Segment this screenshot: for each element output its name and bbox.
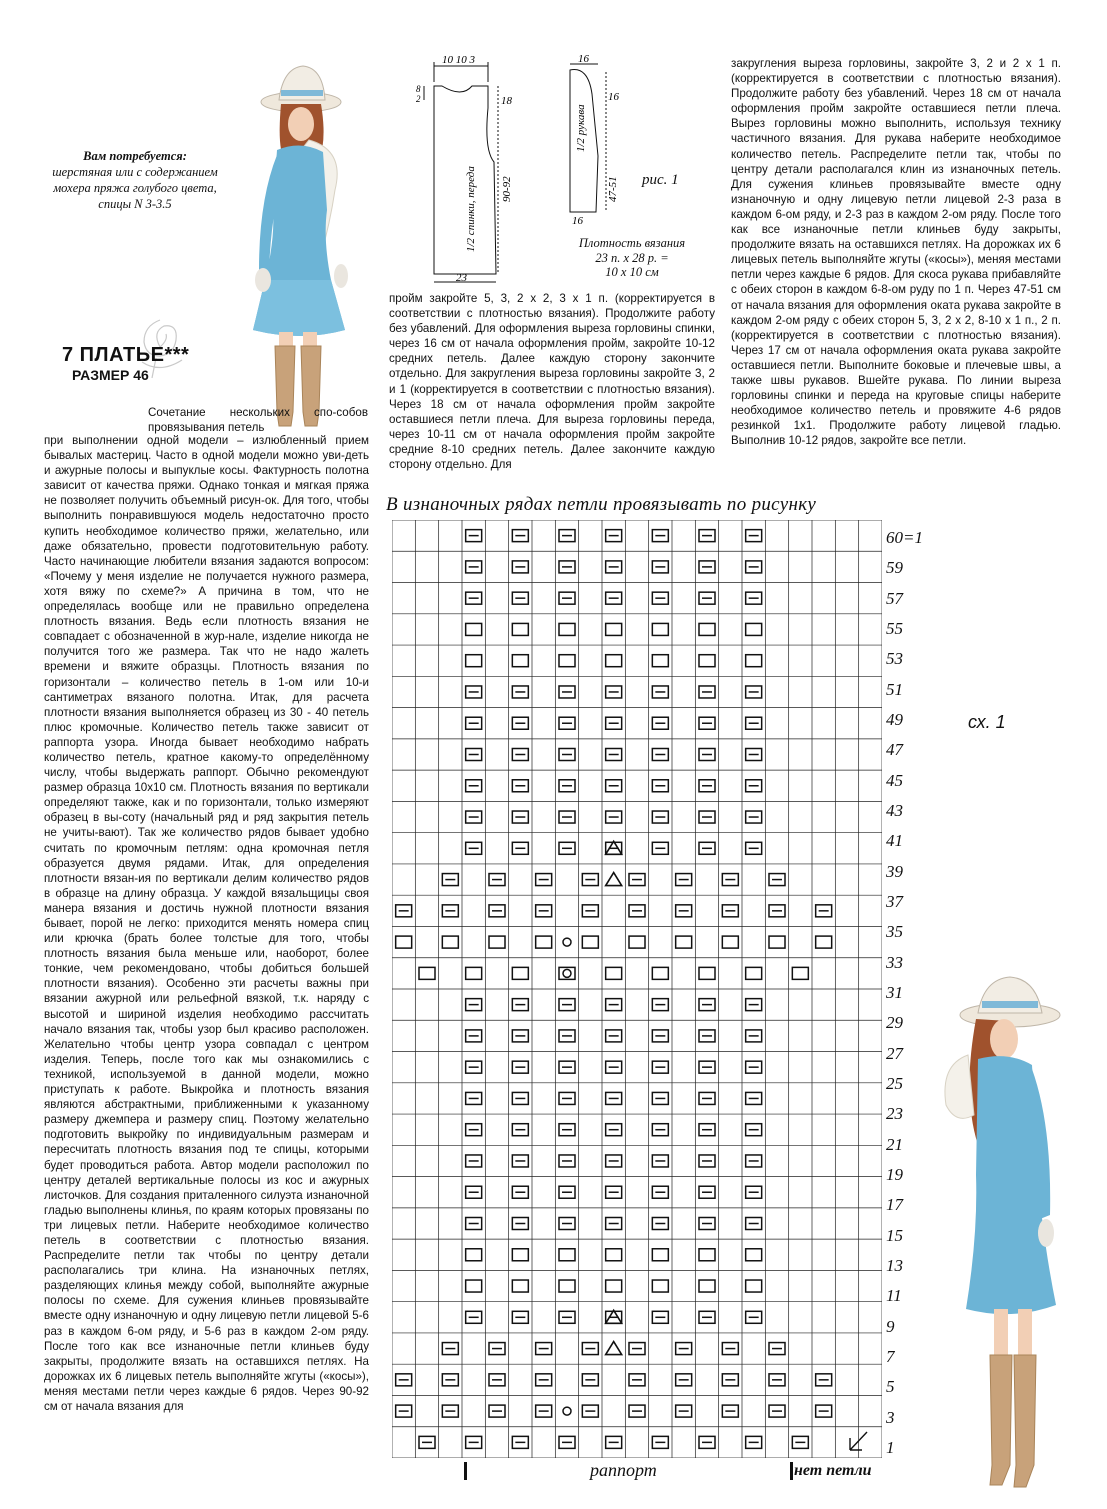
stitch-symbol	[792, 967, 808, 979]
stitch-symbol	[512, 1249, 528, 1261]
sleeve-bottom-label: 16	[572, 215, 583, 227]
article-intro-lead: Сочетание нескольких спо-собов провязывания петель	[148, 406, 368, 435]
row-number-label: 37	[886, 891, 903, 911]
row-number-label: 49	[886, 709, 903, 729]
stitch-symbol	[512, 623, 528, 635]
sleeve-piece-label: 1/2 рукава	[575, 104, 587, 152]
stitch-symbol	[606, 1280, 622, 1292]
stitch-symbol	[419, 967, 435, 979]
stitch-symbol	[746, 1249, 762, 1261]
stitch-symbol	[466, 623, 482, 635]
yarn-over-symbol	[563, 938, 571, 946]
no-loop-label: нет петли	[794, 1462, 872, 1479]
dim-18-label: 18	[501, 95, 512, 107]
stitch-symbol	[746, 967, 762, 979]
stitch-symbol	[466, 655, 482, 667]
stitch-symbol	[652, 655, 668, 667]
row-number-label: 11	[886, 1286, 902, 1306]
gauge-line-1: 23 п. х 28 р. =	[595, 250, 669, 265]
yarn-over-symbol	[563, 969, 571, 977]
stitch-symbol	[699, 623, 715, 635]
materials-text: шерстяная или с содержанием мохера пряжа голубого цвета, спицы N 3-3.5	[52, 165, 218, 211]
rapport-start-marker	[464, 1462, 467, 1480]
row-number-label: 21	[886, 1134, 903, 1154]
stitch-symbol	[746, 1280, 762, 1292]
stitch-symbol	[606, 967, 622, 979]
stitch-symbol	[652, 1249, 668, 1261]
rapport-label: раппорт	[590, 1460, 657, 1480]
row-number-label: 51	[886, 679, 903, 699]
stitch-symbol	[699, 655, 715, 667]
row-number-label: 7	[886, 1346, 895, 1366]
stitch-symbol	[489, 936, 505, 948]
row-number-label: 59	[886, 558, 903, 578]
row-number-label: 47	[886, 740, 903, 760]
dim-2-label: 2	[416, 94, 421, 104]
gauge-line-2: 10 х 10 см	[605, 265, 659, 279]
gauge-title: Плотность вязания	[578, 236, 686, 250]
model-title: 7 ПЛАТЬЕ***	[62, 344, 190, 366]
sleeve-length-label: 47-51	[607, 176, 619, 202]
sleeve-right-label: 16	[608, 91, 619, 103]
row-number-label: 57	[886, 588, 903, 608]
stitch-symbol	[582, 936, 598, 948]
row-number-label: 41	[886, 831, 903, 851]
stitch-symbol	[629, 936, 645, 948]
row-number-label: 29	[886, 1013, 903, 1033]
row-number-label: 17	[886, 1195, 903, 1215]
stitch-symbol	[652, 1280, 668, 1292]
knitting-chart-grid	[392, 520, 882, 1458]
stitch-symbol	[512, 1280, 528, 1292]
article-body-right: закругления выреза горловины, закройте 3, 2 и 2 х 1 п. (корректируется в соответствии с плотностью вязания). Продолжите работу без убавлений. Через 18 см от начала оформления пройм закройте оставшиеся петли плеча. Вырез горловины можно выполнить, используя технику частичного вязания. Для рукава наберите необходимое количество петель. Распределите петли так, чтобы по центру детали располагался клин из изнаночных петель. Для сужения клиньев провязывайте вместе одну изнаночную и одну лицевую петли лицевой 2-3 раза в каждом 6-ом ряду, и 2-3 раз в каждом 2-ом ряду. После того как все изнаночные петли клиньев буду закрыты, продолжите вязать на оставшихся петлях. На дорожках их 6 лицевых петель выполняйте жгуты («косы»), меняя местами петли через каждые 6 рядов. Для скоса рукава прибавляйте с обеих сторон в каждом 6-8-ом руду по 1 п. Через 47-51 см от начала вязания для оформления оката рукава закройте в каждом 2-ом ряду с обеих сторон 5, 3, 2 х 2, 8-10 х 1 п., 2 п. (корректируется в соответствии с плотностью вязания). Через 17 см от начала оформления оката рукава закройте оставшиеся петли. Выполните боковые и плечевые швы, а также швы рукавов. Вшейте рукава. По линии выреза горловины спинки и переда на круговые спицы наберите необходимое количество петель и провяжите 4-6 рядов резинкой 1х1. Продолжите работу лицевой гладью. Выполнив 10-12 рядов, закройте все петли.	[731, 57, 1061, 448]
model-photo-bottom	[912, 975, 1097, 1495]
gauge-block	[562, 236, 702, 280]
stitch-symbol	[699, 1249, 715, 1261]
row-number-label: 60=1	[886, 528, 923, 547]
row-number-label: 33	[886, 952, 903, 972]
stitch-symbol	[466, 1280, 482, 1292]
stitch-symbol	[536, 936, 552, 948]
model-title-block	[62, 344, 252, 383]
stitch-symbol	[676, 936, 692, 948]
stitch-symbol	[699, 1280, 715, 1292]
materials-title: Вам потребуется:	[83, 149, 187, 163]
model-size: РАЗМЕР 46	[72, 367, 149, 383]
row-number-label: 35	[886, 922, 903, 942]
materials-block	[40, 148, 230, 212]
stitch-symbol	[606, 623, 622, 635]
article-body-left: при выполнении одной модели – излюбленный прием бывалых мастериц. Часто в одной модели можно уви-деть и ажурные полосы и выпуклые косы. Фактурность полотна зависит от качества пряжи. Однако тонкая и мягкая пряжа не позволяет получить объемный рисун-ок. Для того, чтобы выполнить понравившуюся модель недостаточно просто купить необходимое количество пряжи, желательно, или даже обязательно, провести подготовительную работу. Часто начинающие любители вязания задаются вопросом: «Почему у меня изделие не получается нужного размера, хотя вяжу по схеме?» А причина в том, что не определялась вообще или не правильно определена плотность вязания. Ведь если плотность вязания не совпадает с обозначенной в жур-нале, изделие никогда не получится того же размера. Так что не надо жалеть времени и вяжите образцы. Плотность вязания по горизонтали – количество петель в 1-ом или 10-и сантиметрах вязаного полотна. Итак, для расчета плотности вязания выполняется образец из 30 - 40 петель плюс кромочные. Количество петель также зависит от раппорта узора. Иногда бывает необходимо набрать количество петель, кратное какому-то определённому числу, чтобы выдержать раппорт. Обычно рекомендуют размер образца 10х10 см. Плотность вязания по вертикали определяют также, как и по горизонтали, только измеряют образец в вы-соту (начальный ряд и ряд закрытия петель не учиты-вают). Так же количество рядов бывает удобно считать по кромочным петлям: одна кромочная петля образуется двумя рядами. Итак, для определения плотности вязан-ия по вертикали делим количество рядов в образце на длину образца. У каждой вязальщицы своя манера вязания и достичь нужной плотности вязания бывает, порой не легко: приходится менять номера спиц или крючка (брать более толстые для того, чтобы плотность вязания была меньше или, наоборот, более тонкие, чем рекомендовано, чтобы добиться большей плотности вязания). Особенно эти расчеты важны при вязании ажурной или рельефной вязкой, т.к. наряду с высотой и шириной изделия необходимо рассчитать начало вязания так, чтобы узор был красиво расположен. Желательно чтобы центр узора совпадал с центром изделия. Теперь, после того как мы ознакомились с техникой, используемой в данной модели, можно приступать к работе. Выкройка и плотность вязания являются абстрактными, приближенными к указанному размеру джемпера и размеру спиц. Поэтому желательно подготовить выкройку по индивидуальным размерам и пересчитать плотность вязания под те спицы, которыми будет проводиться работа. Автор модели расположил по центру деталей вертикальные полосы из кос и ажурных листочков. Для создания приталенного силуэта изнаночной гладью выполнены клинья, по краям которых провязаны по три лицевых петли. Наберите необходимое количество петель в соответствии с плотностью вязания. Распределите петли так чтобы по центру детали располагались три клина. На изнаночных петлях, разделяющих клинья между собой, выполняйте ажурные полосы по схеме. Для сужения клиньев провязывайте вместе одну изнаночную и одну лицевую петли лицевой 5-6 раз в каждом 6-ом ряду, и 5-6 раз в каждом 2-ом ряду. После того как все изнаночные петли клиньев буду закрыты, продолжите вязать на оставшихся петлях. На дорожках их 6 лицевых петель выполняйте жгуты («косы»), меняя местами петли через каждые 6 рядов. Через 90-92 см от начала вязания для	[44, 434, 369, 1413]
row-number-label: 5	[886, 1377, 895, 1397]
decrease-symbol	[606, 1342, 622, 1355]
row-number-label: 15	[886, 1225, 903, 1245]
dim-8-label: 8	[416, 84, 421, 94]
row-number-label: 39	[886, 861, 903, 881]
row-number-label: 45	[886, 770, 903, 790]
stitch-symbol	[769, 936, 785, 948]
stitch-symbol	[466, 1249, 482, 1261]
stitch-symbol	[746, 655, 762, 667]
row-number-label: 13	[886, 1255, 903, 1275]
row-number-label: 19	[886, 1164, 903, 1184]
rapport-end-marker	[790, 1462, 793, 1480]
row-number-label: 9	[886, 1316, 895, 1336]
stitch-symbol	[512, 967, 528, 979]
article-body-middle: пройм закройте 5, 3, 2 х 2, 3 х 1 п. (корректируется в соответствии с плотностью вязания). Продолжите работу без убавлений. Для оформления выреза горловины спинки, через 16 см от начала оформления пройм, закройте 10-12 средних петель. Далее каждую сторону закончите отдельно. Для закругления выреза горловины закройте 3, 2 и 1 (корректируется в соответствии с плотностью вязания). Через 18 см от начала оформления пройм закройте оставшиеся петли плеча. Для выреза горловины переда, через 10-11 см от начала оформления пройм закройте средние 8-10 средних петель. Далее закончите каждую сторону отдельно. Для	[389, 292, 715, 472]
stitch-symbol	[512, 655, 528, 667]
dim-23-label: 23	[456, 272, 467, 284]
stitch-symbol	[466, 967, 482, 979]
yarn-over-symbol	[563, 1407, 571, 1415]
stitch-symbol	[559, 1280, 575, 1292]
stitch-symbol	[442, 936, 458, 948]
row-number-label: 1	[886, 1437, 895, 1457]
stitch-symbol	[816, 936, 832, 948]
stitch-symbol	[559, 623, 575, 635]
dim-90-label: 90-92	[501, 176, 513, 202]
figure-label: рис. 1	[642, 172, 679, 188]
stitch-symbol	[699, 967, 715, 979]
row-number-label: 27	[886, 1043, 903, 1063]
row-number-label: 31	[886, 982, 903, 1002]
dim-top-label: 10 10 3	[442, 54, 475, 66]
decrease-symbol	[606, 873, 622, 886]
row-number-label: 3	[886, 1407, 895, 1427]
stitch-symbol	[606, 655, 622, 667]
row-number-label: 25	[886, 1073, 903, 1093]
body-piece-label: 1/2 спинки, переда	[465, 166, 477, 252]
chart-heading: В изнаночных рядах петли провязывать по рисунку	[386, 494, 817, 515]
stitch-symbol	[606, 1249, 622, 1261]
sleeve-top-label: 16	[578, 53, 589, 65]
stitch-symbol	[559, 655, 575, 667]
stitch-symbol	[652, 967, 668, 979]
scheme-label: сх. 1	[968, 712, 1006, 732]
stitch-symbol	[396, 936, 412, 948]
stitch-symbol	[746, 623, 762, 635]
row-number-label: 53	[886, 649, 903, 669]
stitch-symbol	[559, 1249, 575, 1261]
row-number-label: 43	[886, 800, 903, 820]
row-number-label: 23	[886, 1104, 903, 1124]
stitch-symbol	[722, 936, 738, 948]
row-number-label: 55	[886, 618, 903, 638]
stitch-symbol	[652, 623, 668, 635]
